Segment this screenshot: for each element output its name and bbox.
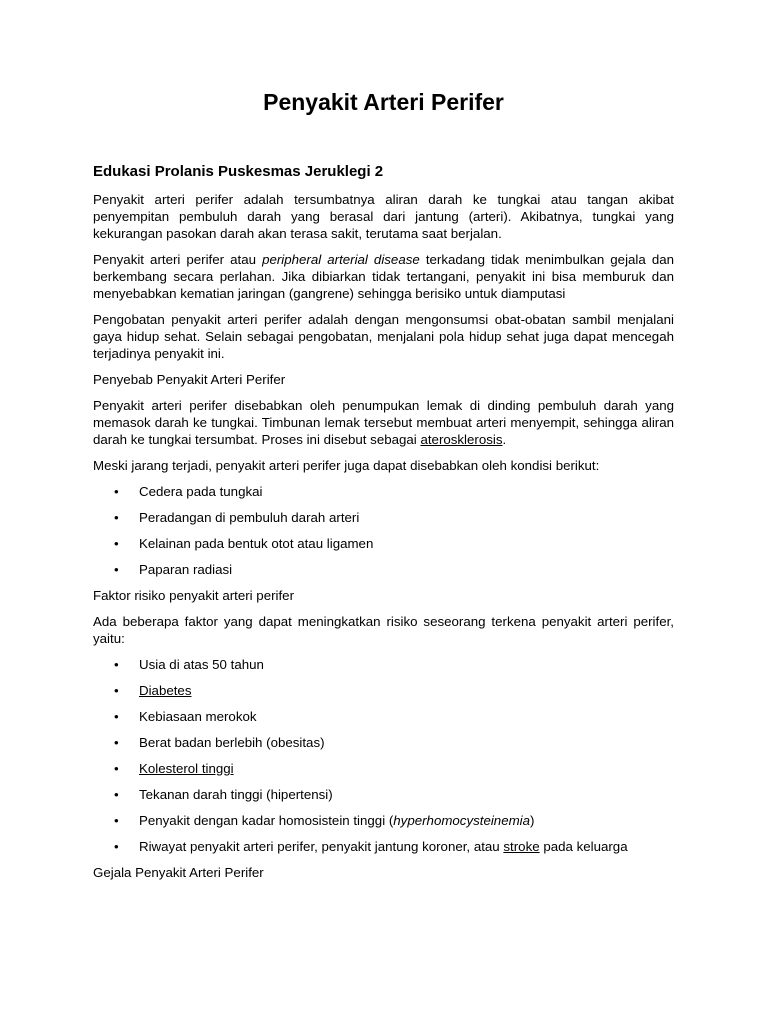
bullet-icon: • [114, 536, 119, 551]
list-item-text: pada keluarga [539, 839, 628, 854]
bullet-icon: • [114, 510, 119, 525]
list-item [93, 786, 674, 803]
paragraph-risk-intro: Ada beberapa faktor yang dapat meningkatkan risiko seseorang terkena penyakit arteri perifer, yaitu: [93, 614, 674, 646]
bullet-icon: • [114, 761, 119, 776]
paragraph-progression-text-1: Penyakit arteri perifer atau [93, 252, 263, 267]
bullet-icon: • [114, 709, 119, 724]
list-item [93, 483, 674, 500]
paragraph-progression-text-2: terkadang tidak menimbulkan gejala dan berkembang secara perlahan. Jika dibiarkan tidak tertangani, penyakit ini bisa memburuk dan menyebabkan kematian jaringan (gangrene) sehingga berisiko untuk diamputasi [93, 252, 675, 301]
section-heading-risk-factors: Faktor risiko penyakit arteri perifer [93, 588, 294, 603]
paragraph-causes [93, 397, 674, 448]
diabetes-link[interactable]: Diabetes [139, 683, 192, 698]
list-item-text: Usia di atas 50 tahun [139, 657, 264, 672]
list-item-text: Cedera pada tungkai [139, 484, 263, 499]
list-item-text: Peradangan di pembuluh darah arteri [139, 510, 360, 525]
bullet-icon: • [114, 683, 119, 698]
list-item [93, 760, 674, 777]
bullet-icon: • [114, 787, 119, 802]
list-item-italic-term: hyperhomocysteinemia [393, 813, 531, 828]
list-item-text: Riwayat penyakit arteri perifer, penyakit jantung koroner, atau [139, 839, 504, 854]
causes-list [93, 483, 674, 578]
bullet-icon: • [114, 813, 119, 828]
list-item-text: Tekanan darah tinggi (hipertensi) [139, 787, 333, 802]
list-item-text: Kebiasaan merokok [139, 709, 257, 724]
paragraph-rare-causes: Meski jarang terjadi, penyakit arteri perifer juga dapat disebabkan oleh kondisi berikut: [93, 458, 600, 473]
list-item [93, 561, 674, 578]
list-item-text: Kelainan pada bentuk otot atau ligamen [139, 536, 374, 551]
document-title: Penyakit Arteri Perifer [263, 89, 504, 115]
list-item-text: ) [530, 813, 535, 828]
bullet-icon: • [114, 657, 119, 672]
aterosklerosis-link[interactable]: aterosklerosis [420, 432, 503, 447]
paragraph-causes-text-1: Penyakit arteri perifer disebabkan oleh penumpukan lemak di dinding pembuluh darah yang memasok darah ke tungkai. Timbunan lemak tersebut membuat arteri menyempit, sehingga aliran darah ke tungkai tersumbat. Proses ini disebut sebagai [93, 398, 674, 447]
stroke-link[interactable]: stroke [503, 839, 540, 854]
list-item [93, 734, 674, 751]
paragraph-causes-text-2: . [502, 432, 507, 447]
list-item [93, 812, 674, 829]
list-item-text: Paparan radiasi [139, 562, 233, 577]
list-item [93, 535, 674, 552]
section-heading-causes: Penyebab Penyakit Arteri Perifer [93, 372, 286, 387]
kolesterol-tinggi-link[interactable]: Kolesterol tinggi [139, 761, 234, 776]
list-item [93, 708, 674, 725]
document-subtitle: Edukasi Prolanis Puskesmas Jeruklegi 2 [93, 163, 384, 180]
list-item [93, 838, 674, 855]
list-item [93, 656, 674, 673]
bullet-icon: • [114, 484, 119, 499]
bullet-icon: • [114, 562, 119, 577]
bullet-icon: • [114, 735, 119, 750]
paragraph-progression-italic-term: peripheral arterial disease [262, 252, 420, 267]
list-item-text: Berat badan berlebih (obesitas) [139, 735, 325, 750]
section-heading-symptoms: Gejala Penyakit Arteri Perifer [93, 865, 264, 880]
risk-factors-list [93, 656, 674, 855]
paragraph-definition: Penyakit arteri perifer adalah tersumbatnya aliran darah ke tungkai atau tangan akibat penyempitan pembuluh darah yang berasal dari jantung (arteri). Akibatnya, tungkai yang kekurangan pasokan darah akan terasa sakit, terutama saat berjalan. [93, 192, 674, 241]
paragraph-progression [93, 251, 674, 302]
list-item [93, 509, 674, 526]
paragraph-treatment: Pengobatan penyakit arteri perifer adalah dengan mengonsumsi obat-obatan sambil menjalani gaya hidup sehat. Selain sebagai pengobatan, menjalani pola hidup sehat juga dapat mencegah terjadinya penyakit ini. [93, 312, 674, 361]
list-item-text: Penyakit dengan kadar homosistein tinggi ( [139, 813, 394, 828]
bullet-icon: • [114, 839, 119, 854]
list-item [93, 682, 674, 699]
